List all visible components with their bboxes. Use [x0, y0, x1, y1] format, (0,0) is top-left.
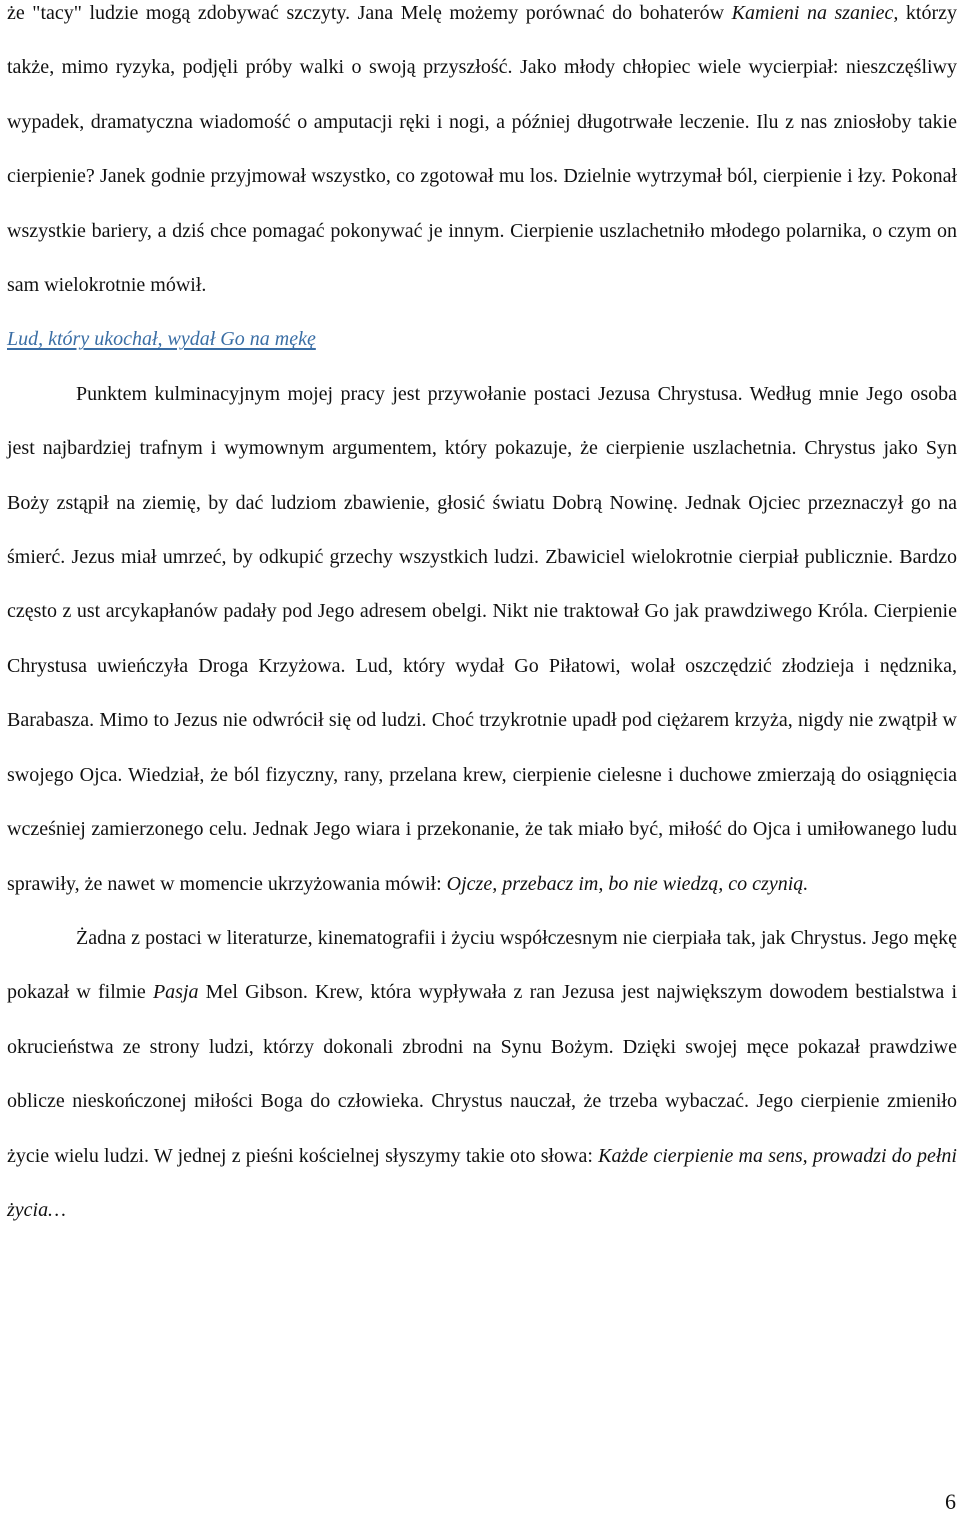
paragraph-jezus: [7, 367, 957, 911]
book-title-kamienie-na-szaniec: Kamieni na szaniec,: [731, 2, 899, 24]
paragraph-3-text-b: Mel Gibson. Krew, która wypływała z ran Jezusa jest największym dowodem bestialstwa i okrucieństwa ze strony ludzi, którzy dokonali zbrodni na Synu Bożym. Dzięki swojej męce pokazał prawdziwe oblicze nieskończonej miłości Boga do człowieka. Chrystus nauczał, że trzeba wybaczać. Jego cierpienie zmieniło życie wielu ludzi. W jednej z pieśni kościelnej słyszymy takie oto słowa:: [7, 981, 957, 1167]
paragraph-3-text-a: Żadna z postaci w literaturze, kinematografii i życiu współczesnym nie cierpiała tak, jak Chrystus. Jego mękę pokazał w filmie: [7, 926, 957, 1004]
paragraph-pasja: [7, 911, 957, 1237]
page-number: 6: [945, 1489, 956, 1514]
document-page: [7, 0, 957, 1237]
film-title-pasja: Pasja: [152, 981, 199, 1004]
paragraph-1-text-a: że "tacy" ludzie mogą zdobywać szczyty. Jana Melę możemy porównać do bohaterów: [7, 2, 732, 24]
section-heading: Lud, który ukochał, wydał Go na mękę: [7, 328, 316, 351]
quote-ojcze-przebacz: Ojcze, przebacz im, bo nie wiedzą, co czynią.: [446, 872, 809, 895]
paragraph-1-text-b: którzy także, mimo ryzyka, podjęli próby walki o swoją przyszłość. Jako młody chłopiec wiele wycierpiał: nieszczęśliwy wypadek, dramatyczna wiadomość o amputacji ręki i nogi, a później długotrwałe leczenie. Ilu z nas zniosłoby takie cierpienie? Janek godnie przyjmował wszystko, co zgotował mu los. Dzielnie wytrzymał ból, cierpienie i łzy. Pokonał wszystkie bariery, a dziś chce pomagać pokonywać je innym. Cierpienie uszlachetniło młodego polarnika, o czym on sam wielokrotnie mówił.: [7, 2, 958, 297]
quote-kazde-cierpienie: Każde cierpienie ma sens, prowadzi do pełni życia…: [7, 1144, 957, 1221]
paragraph-jan-mela: [7, 0, 957, 312]
paragraph-2-text: Punktem kulminacyjnym mojej pracy jest przywołanie postaci Jezusa Chrystusa. Według mnie Jego osoba jest najbardziej trafnym i wymownym argumentem, który pokazuje, że cierpienie uszlachetnia. Chrystus jako Syn Boży zstąpił na ziemię, by dać ludziom zbawienie, głosić światu Dobrą Nowinę. Jednak Ojciec przeznaczył go na śmierć. Jezus miał umrzeć, by odkupić grzechy wszystkich ludzi. Zbawiciel wielokrotnie cierpiał publicznie. Bardzo często z ust arcykapłanów padały pod Jego adresem obelgi. Nikt nie traktował Go jak prawdziwego Króla. Cierpienie Chrystusa uwieńczyła Droga Krzyżowa. Lud, który wydał Go Piłatowi, wolał oszczędzić złodzieja i nędznika, Barabasza. Mimo to Jezus nie odwrócił się od ludzi. Choć trzykrotnie upadł pod ciężarem krzyża, nigdy nie zwątpił w swojego Ojca. Wiedział, że ból fizyczny, rany, przelana krew, cierpienie cielesne i duchowe zmierzają do osiągnięcia wcześniej zamierzonego celu. Jednak Jego wiara i przekonanie, że tak miało być, miłość do Ojca i umiłowanego ludu sprawiły, że nawet w momencie ukrzyżowania mówił:: [7, 382, 957, 895]
